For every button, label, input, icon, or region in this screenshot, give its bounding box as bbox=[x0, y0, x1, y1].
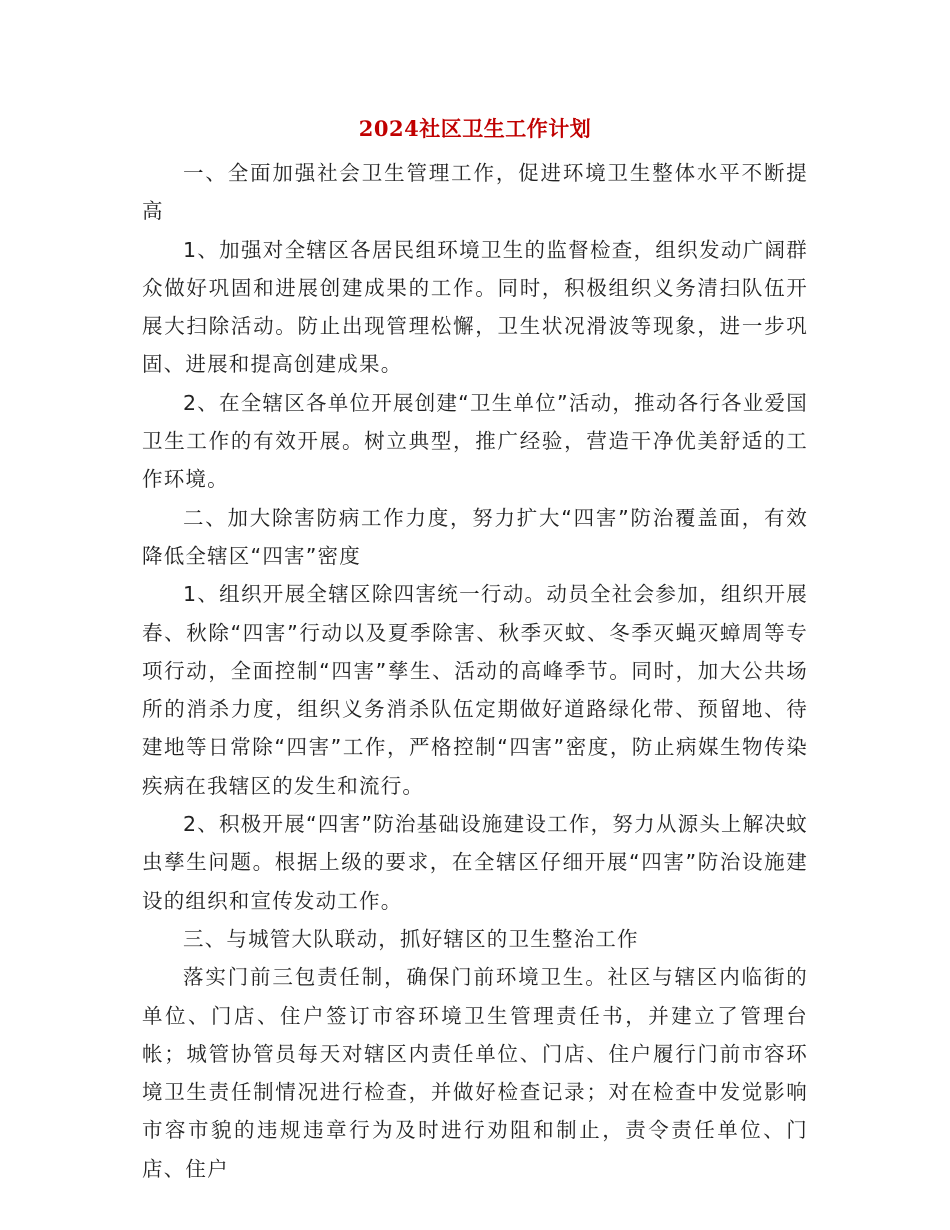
document-body bbox=[142, 154, 808, 1188]
paragraph-2-1: 1、组织开展全辖区除四害统一行动。动员全社会参加，组织开展春、秋除“四害”行动以及夏季除害、秋季灭蚊、冬季灭蝇灭蟑周等专项行动，全面控制“四害”孳生、活动的高峰季节。同时，加大公共场所的消杀力度，组织义务消杀队伍定期做好道路绿化带、预留地、待建地等日常除“四害”工作，严格控制“四害”密度，防止病媒生物传染疾病在我辖区的发生和流行。 bbox=[142, 582, 808, 798]
section-heading-1: 一、全面加强社会卫生管理工作，促进环境卫生整体水平不断提高 bbox=[142, 161, 808, 224]
paragraph-3-1: 落实门前三包责任制，确保门前环境卫生。社区与辖区内临街的单位、门店、住户签订市容环境卫生管理责任书，并建立了管理台帐；城管协管员每天对辖区内责任单位、门店、住户履行门前市容环境卫生责任制情况进行检查，并做好检查记录；对在检查中发觉影响市容市貌的违规违章行为及时进行劝阻和制止，责令责任单位、门店、住户 bbox=[142, 965, 808, 1181]
paragraph-1-2: 2、在全辖区各单位开展创建“卫生单位”活动，推动各行各业爱国卫生工作的有效开展。树立典型，推广经验，营造干净优美舒适的工作环境。 bbox=[142, 390, 808, 492]
paragraph-2-2: 2、积极开展“四害”防治基础设施建设工作，努力从源头上解决蚊虫孳生问题。根据上级的要求，在全辖区仔细开展“四害”防治设施建设的组织和宣传发动工作。 bbox=[142, 812, 808, 913]
section-heading-2: 二、加大除害防病工作力度，努力扩大“四害”防治覆盖面，有效降低全辖区“四害”密度 bbox=[142, 505, 808, 568]
section-heading-3: 三、与城管大队联动，抓好辖区的卫生整治工作 bbox=[183, 926, 639, 951]
document-title: 2024社区卫生工作计划 bbox=[358, 116, 592, 141]
paragraph-1-1: 1、加强对全辖区各居民组环境卫生的监督检查，组织发动广阔群众做好巩固和进展创建成果的工作。同时，积极组织义务清扫队伍开展大扫除活动。防止出现管理松懈，卫生状况滑波等现象，进一步巩固、进展和提高创建成果。 bbox=[142, 237, 808, 377]
